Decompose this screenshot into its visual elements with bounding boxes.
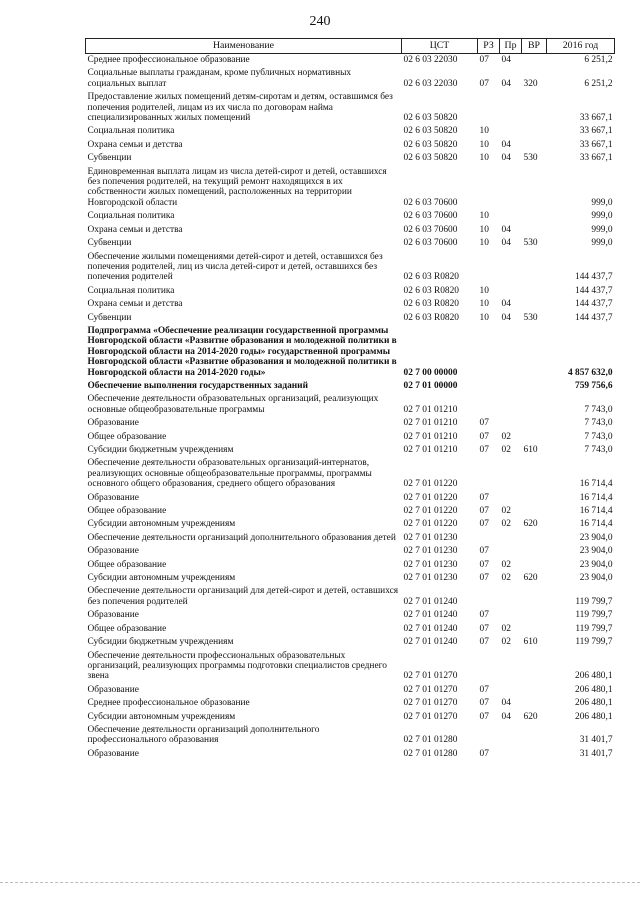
row-vr: 620: [523, 711, 538, 722]
table-row: [86, 585, 615, 609]
row-cst: 02 6 03 22030: [403, 55, 458, 65]
row-amount: 119 799,7: [575, 596, 613, 607]
row-name: Социальная политика: [87, 126, 175, 137]
row-vr: [522, 585, 547, 609]
column-header-cst: ЦСТ: [402, 39, 478, 54]
row-rz: 07: [479, 573, 489, 584]
row-amount: 6 251,2: [584, 78, 613, 89]
row-cst: 02 7 00 00000: [403, 367, 458, 378]
row-rz: [478, 325, 500, 380]
table-row: [86, 518, 615, 531]
table-row: [86, 748, 615, 761]
row-name: Субсидии бюджетным учреждениям: [87, 445, 234, 455]
row-vr: [522, 325, 547, 380]
scan-edge-line: [0, 882, 640, 883]
row-rz: 10: [479, 211, 489, 222]
row-amount: 759 756,6: [575, 380, 613, 391]
row-vr: 610: [523, 445, 538, 455]
row-rz: [478, 380, 500, 393]
row-amount: 7 743,0: [584, 404, 613, 415]
row-cst: 02 6 03 50820: [403, 126, 458, 137]
row-name: Социальная политика: [87, 285, 175, 296]
row-vr: [522, 380, 547, 393]
row-cst: 02 7 01 01270: [403, 711, 458, 722]
row-cst: 02 6 03 70600: [403, 211, 458, 222]
row-name: Общее образование: [87, 431, 167, 442]
row-cst: 02 7 01 01230: [403, 532, 458, 543]
table-row: [86, 609, 615, 622]
row-pr: 02: [501, 573, 511, 584]
row-pr: 02: [501, 559, 511, 570]
row-amount: 33 667,1: [579, 113, 613, 124]
row-pr: [500, 166, 522, 211]
row-pr: 04: [501, 224, 511, 235]
row-amount: 33 667,1: [579, 139, 613, 150]
row-pr: 02: [501, 445, 511, 455]
table-row: [86, 636, 615, 649]
row-pr: [500, 285, 522, 298]
table-row: [86, 166, 615, 211]
row-vr: [522, 251, 547, 285]
row-rz: [478, 457, 500, 491]
row-rz: 07: [479, 711, 489, 722]
column-header-vr: ВР: [522, 39, 547, 54]
row-cst: 02 7 01 01230: [403, 546, 458, 557]
table-row: [86, 505, 615, 518]
row-amount: 16 714,4: [579, 519, 613, 530]
row-rz: 07: [479, 492, 489, 503]
table-row: [86, 559, 615, 572]
row-pr: [500, 585, 522, 609]
row-pr: [500, 748, 522, 761]
row-amount: 119 799,7: [575, 610, 613, 621]
row-name: Социальные выплаты гражданам, кроме публичных нормативных социальных выплат: [87, 68, 352, 89]
row-pr: [500, 125, 522, 138]
row-name: Образование: [87, 684, 139, 695]
row-vr: [522, 684, 547, 697]
row-vr: 530: [523, 312, 538, 323]
row-cst: 02 7 01 01220: [403, 519, 458, 530]
table-row: [86, 711, 615, 724]
table-row: [86, 312, 615, 325]
row-name: Образование: [87, 610, 139, 621]
row-vr: [522, 285, 547, 298]
row-name: Охрана семьи и детства: [87, 299, 183, 310]
table-header-row: [86, 39, 615, 54]
row-rz: 07: [479, 431, 489, 442]
row-amount: 144 437,7: [575, 299, 613, 310]
row-name: Обеспечение деятельности профессиональных образовательных организаций, реализующих программы подготовки специалистов среднего звена: [87, 650, 387, 682]
row-rz: [478, 532, 500, 545]
row-cst: 02 7 01 01270: [403, 698, 458, 709]
row-vr: [522, 298, 547, 311]
row-rz: [478, 393, 500, 417]
row-pr: 04: [501, 698, 511, 709]
row-name: Обеспечение деятельности организаций дополнительного профессионального образования: [87, 724, 320, 746]
row-name: Субсидии бюджетным учреждениям: [87, 637, 234, 648]
row-rz: 07: [479, 684, 489, 695]
row-vr: 320: [523, 78, 538, 89]
row-name: Охрана семьи и детства: [87, 139, 183, 150]
row-name: Общее образование: [87, 506, 167, 517]
row-rz: 07: [479, 698, 489, 709]
row-rz: 10: [479, 285, 489, 296]
table-row: [86, 285, 615, 298]
row-pr: [500, 417, 522, 430]
row-amount: 33 667,1: [579, 153, 613, 164]
row-pr: 04: [501, 139, 511, 150]
row-rz: 07: [479, 637, 489, 648]
table-row: [86, 152, 615, 165]
row-cst: 02 7 01 01230: [403, 559, 458, 570]
row-pr: [500, 532, 522, 545]
row-name: Образование: [87, 418, 139, 429]
row-cst: 02 6 03 22030: [403, 78, 458, 89]
row-pr: [500, 684, 522, 697]
table-row: [86, 91, 615, 125]
row-rz: 10: [479, 238, 489, 249]
row-cst: 02 7 01 01240: [403, 610, 458, 621]
row-rz: 10: [479, 126, 489, 137]
row-amount: 23 904,0: [579, 559, 613, 570]
row-pr: [500, 251, 522, 285]
row-cst: 02 7 01 01220: [403, 506, 458, 517]
row-amount: 206 480,1: [575, 684, 613, 695]
table-row: [86, 417, 615, 430]
row-name: Образование: [87, 492, 139, 503]
row-amount: 206 480,1: [575, 698, 613, 709]
table-row: [86, 532, 615, 545]
row-pr: 04: [501, 55, 511, 65]
row-cst: 02 7 01 01210: [403, 418, 458, 429]
column-header-name: Наименование: [86, 39, 402, 54]
row-rz: 10: [479, 312, 489, 323]
table-row: [86, 298, 615, 311]
row-cst: 02 7 01 00000: [403, 380, 458, 391]
row-pr: [500, 724, 522, 748]
row-amount: 16 714,4: [579, 479, 613, 490]
row-cst: 02 6 03 R0820: [403, 312, 459, 323]
row-rz: 07: [479, 546, 489, 557]
row-vr: [522, 609, 547, 622]
row-pr: [500, 609, 522, 622]
table-row: [86, 492, 615, 505]
row-amount: 33 667,1: [579, 126, 613, 137]
row-name: Обеспечение деятельности образовательных организаций-интернатов, реализующих основные общеобразовательные программы, программы основного общего образования, среднего общего образования: [87, 458, 372, 490]
table-row: [86, 431, 615, 444]
row-name: Образование: [87, 546, 139, 557]
row-cst: 02 7 01 01240: [403, 637, 458, 648]
table-row: [86, 210, 615, 223]
row-cst: 02 7 01 01220: [403, 479, 458, 490]
row-amount: 16 714,4: [579, 492, 613, 503]
row-name: Обеспечение деятельности организаций для детей-сирот и детей, оставшихся без попечения родителей: [87, 586, 399, 607]
row-vr: [522, 650, 547, 684]
table-row: [86, 237, 615, 250]
row-cst: 02 6 03 50820: [403, 139, 458, 150]
row-rz: 07: [479, 55, 489, 65]
row-cst: 02 7 01 01280: [403, 735, 458, 746]
row-cst: 02 7 01 01210: [403, 431, 458, 442]
row-vr: [522, 532, 547, 545]
row-amount: 999,0: [591, 211, 613, 222]
row-cst: 02 7 01 01210: [403, 445, 458, 455]
budget-table: [85, 38, 615, 761]
table-row: [86, 697, 615, 710]
row-rz: [478, 91, 500, 125]
row-vr: [522, 457, 547, 491]
row-name: Субвенции: [87, 312, 132, 323]
row-rz: 07: [479, 748, 489, 759]
row-name: Общее образование: [87, 559, 167, 570]
row-amount: 23 904,0: [579, 546, 613, 557]
table-row: [86, 380, 615, 393]
row-pr: [500, 91, 522, 125]
row-amount: 999,0: [591, 224, 613, 235]
row-name: Среднее профессиональное образование: [87, 698, 250, 709]
row-cst: 02 7 01 01240: [403, 596, 458, 607]
row-pr: [500, 492, 522, 505]
table-row: [86, 444, 615, 457]
row-amount: 119 799,7: [575, 623, 613, 634]
row-pr: [500, 393, 522, 417]
row-rz: [478, 166, 500, 211]
row-cst: 02 7 01 01240: [403, 623, 458, 634]
row-pr: 04: [501, 153, 511, 164]
row-cst: 02 7 01 01210: [403, 404, 458, 415]
row-cst: 02 7 01 01280: [403, 748, 458, 759]
row-rz: 07: [479, 418, 489, 429]
row-vr: 620: [523, 573, 538, 584]
row-cst: 02 7 01 01270: [403, 671, 458, 682]
row-vr: [522, 210, 547, 223]
row-name: Субвенции: [87, 238, 132, 249]
row-rz: 10: [479, 139, 489, 150]
row-vr: [522, 166, 547, 211]
table-row: [86, 67, 615, 91]
row-name: Подпрограмма «Обеспечение реализации государственной программы Новгородской области «Развитие образования и молодежной политики в Новгородской области на 2014-2020 годы» государственной программы Новгородской области «Развитие образования и молодежной политики в Новгородской области на 2014-2020 годы»: [87, 325, 397, 378]
table-row: [86, 572, 615, 585]
row-cst: 02 6 03 70600: [403, 238, 458, 249]
row-rz: [478, 650, 500, 684]
table-row: [86, 684, 615, 697]
row-cst: 02 6 03 70600: [403, 197, 458, 208]
row-name: Единовременная выплата лицам из числа детей-сирот и детей, оставшихся без попечения родителей, на текущий ремонт находящихся в их собственности жилых помещений, расположенных на территории Новгородской области: [87, 166, 387, 208]
row-rz: 07: [479, 610, 489, 621]
row-rz: 07: [479, 623, 489, 634]
column-header-pr: Пр: [500, 39, 522, 54]
table-row: [86, 251, 615, 285]
row-pr: 02: [501, 431, 511, 442]
row-vr: [522, 559, 547, 572]
row-vr: [522, 125, 547, 138]
row-rz: 07: [479, 519, 489, 530]
row-vr: 610: [523, 637, 538, 648]
row-cst: 02 6 03 50820: [403, 113, 458, 124]
row-amount: 7 743,0: [584, 418, 613, 429]
row-pr: [500, 210, 522, 223]
row-cst: 02 6 03 R0820: [403, 285, 459, 296]
row-amount: 16 714,4: [579, 506, 613, 517]
row-pr: [500, 545, 522, 558]
row-name: Обеспечение жилыми помещениями детей-сирот и детей, оставшихся без попечения родителей, лиц из числа детей-сирот и детей, оставшихся без попечения родителей: [87, 251, 383, 283]
row-name: Субсидии автономным учреждениям: [87, 573, 236, 584]
row-amount: 999,0: [591, 197, 613, 208]
row-amount: 144 437,7: [575, 272, 613, 283]
row-name: Среднее профессиональное образование: [87, 55, 250, 65]
table-row: [86, 545, 615, 558]
table-row: [86, 139, 615, 152]
row-rz: 07: [479, 445, 489, 455]
row-amount: 23 904,0: [579, 532, 613, 543]
row-cst: 02 6 03 R0820: [403, 299, 459, 310]
row-name: Общее образование: [87, 623, 167, 634]
row-amount: 119 799,7: [575, 637, 613, 648]
budget-table-container: [85, 38, 614, 761]
row-rz: [478, 724, 500, 748]
row-rz: 07: [479, 559, 489, 570]
row-vr: [522, 54, 547, 68]
row-amount: 206 480,1: [575, 711, 613, 722]
row-vr: [522, 139, 547, 152]
row-cst: 02 6 03 R0820: [403, 272, 459, 283]
row-amount: 31 401,7: [579, 735, 613, 746]
row-vr: [522, 417, 547, 430]
column-header-amount: 2016 год: [547, 39, 615, 54]
row-vr: [522, 393, 547, 417]
table-row: [86, 724, 615, 748]
row-vr: [522, 724, 547, 748]
row-vr: [522, 748, 547, 761]
row-pr: 02: [501, 519, 511, 530]
page-number: 240: [309, 14, 331, 29]
row-cst: 02 7 01 01270: [403, 684, 458, 695]
row-name: Субсидии автономным учреждениям: [87, 711, 236, 722]
row-amount: 4 857 632,0: [567, 367, 613, 378]
table-row: [86, 623, 615, 636]
row-name: Образование: [87, 748, 139, 759]
table-row: [86, 224, 615, 237]
row-pr: 04: [501, 238, 511, 249]
row-vr: [522, 224, 547, 237]
row-rz: 10: [479, 153, 489, 164]
table-row: [86, 125, 615, 138]
table-row: [86, 54, 615, 68]
row-amount: 144 437,7: [575, 285, 613, 296]
table-body: [86, 54, 615, 762]
row-amount: 7 743,0: [584, 445, 613, 455]
row-pr: 02: [501, 637, 511, 648]
row-pr: [500, 650, 522, 684]
row-pr: 04: [501, 711, 511, 722]
row-rz: 10: [479, 224, 489, 235]
row-name: Субвенции: [87, 153, 132, 164]
row-pr: [500, 457, 522, 491]
row-amount: 23 904,0: [579, 573, 613, 584]
row-amount: 999,0: [591, 238, 613, 249]
row-vr: [522, 545, 547, 558]
row-name: Обеспечение выполнения государственных заданий: [87, 380, 308, 391]
row-name: Социальная политика: [87, 211, 175, 222]
row-vr: [522, 505, 547, 518]
row-rz: [478, 251, 500, 285]
row-rz: [478, 585, 500, 609]
row-vr: 530: [523, 153, 538, 164]
row-vr: [522, 91, 547, 125]
row-cst: 02 7 01 01220: [403, 492, 458, 503]
row-cst: 02 6 03 50820: [403, 153, 458, 164]
row-amount: 7 743,0: [584, 431, 613, 442]
row-name: Обеспечение деятельности образовательных организаций, реализующих основные общеобразовательные программы: [87, 394, 379, 415]
row-pr: 04: [501, 312, 511, 323]
row-pr: 02: [501, 623, 511, 634]
row-rz: 10: [479, 299, 489, 310]
row-amount: 144 437,7: [575, 312, 613, 323]
row-vr: 620: [523, 519, 538, 530]
row-amount: 206 480,1: [575, 671, 613, 682]
row-pr: [500, 380, 522, 393]
row-rz: 07: [479, 506, 489, 517]
row-vr: [522, 492, 547, 505]
row-vr: [522, 431, 547, 444]
row-name: Субсидии автономным учреждениям: [87, 519, 236, 530]
row-name: Предоставление жилых помещений детям-сиротам и детям, оставшимся без попечения родителей, лицам из их числа по договорам найма специализированных жилых помещений: [87, 92, 393, 124]
row-pr: 04: [501, 78, 511, 89]
table-row: [86, 325, 615, 380]
row-cst: 02 7 01 01230: [403, 573, 458, 584]
row-pr: 02: [501, 506, 511, 517]
row-name: Обеспечение деятельности организаций дополнительного образования детей: [87, 532, 396, 543]
row-vr: [522, 623, 547, 636]
row-name: Охрана семьи и детства: [87, 224, 183, 235]
row-rz: 07: [479, 78, 489, 89]
row-pr: [500, 325, 522, 380]
table-row: [86, 650, 615, 684]
row-amount: 6 251,2: [584, 55, 613, 65]
table-row: [86, 393, 615, 417]
row-cst: 02 6 03 70600: [403, 224, 458, 235]
row-vr: 530: [523, 238, 538, 249]
table-row: [86, 457, 615, 491]
row-pr: 04: [501, 299, 511, 310]
row-vr: [522, 697, 547, 710]
row-amount: 31 401,7: [579, 748, 613, 759]
column-header-rz: РЗ: [478, 39, 500, 54]
